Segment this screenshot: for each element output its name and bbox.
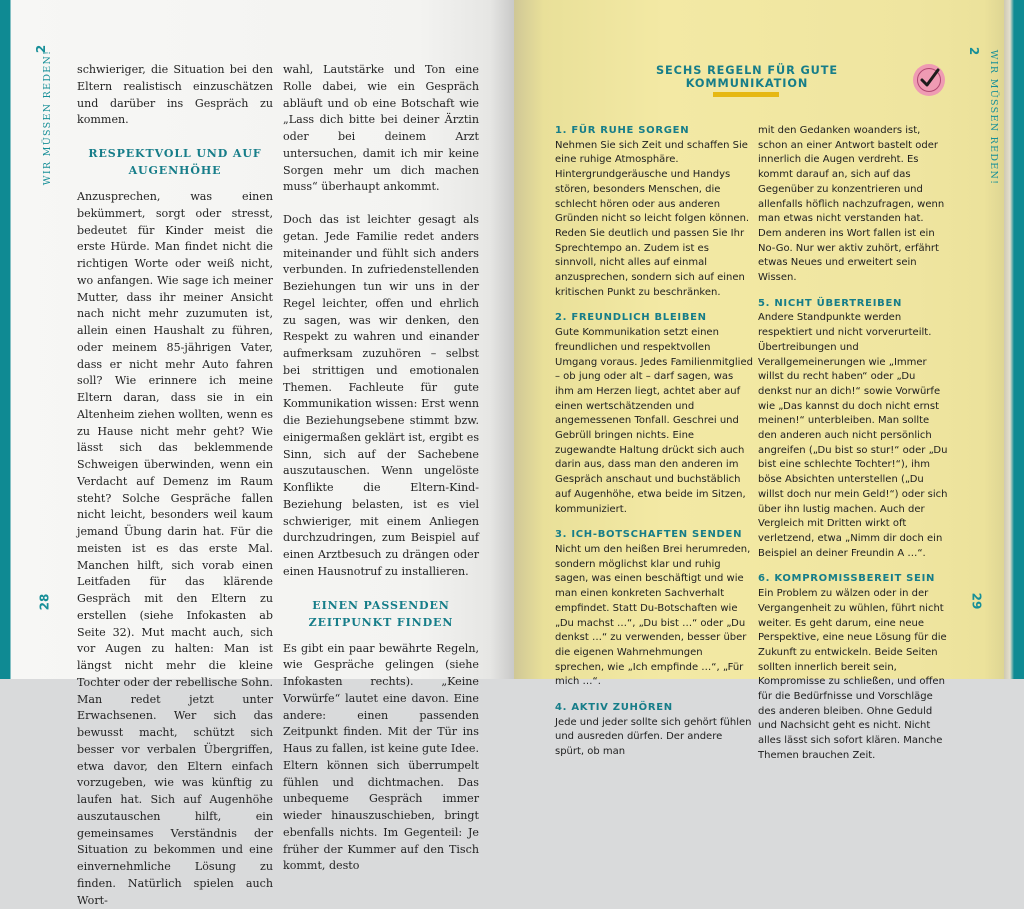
rule-item [555,528,753,690]
left-column-1 [77,62,273,909]
rule-heading: 6. KOMPROMISSBEREIT SEIN [758,573,936,585]
left-column-2 [283,62,479,875]
checkmark-badge-icon [913,64,945,96]
title-underline [713,92,779,97]
paragraph: Doch das ist leichter gesagt als getan. Jede Familie redet anders miteinander und fühlt sich anders verbunden. In zufriedenstellenden Beziehungen tun wir uns in der Regel leichter, offen und ehrlich zu sagen, was wir denken, den Respekt zu wahren und einander aufmerksam zuzuhören – selbst bei strittigen und emotionalen Themen. Fachleute für gute Kommunikation wissen: Erst wenn die Beziehungsebene stimmt bzw. einigermaßen geklärt ist, ergibt es Sinn, sich auf der Sachebene auszutauschen. Wenn ungelöste Konflikte die Eltern-Kind-Beziehung belasten, ist es viel schwieriger, mit einem Anliegen durchzudringen, zum Beispiel auf einen Arztbesuch zu drängen oder einen Hausnotruf zu installieren. [283,213,480,578]
rule-body: Andere Standpunkte werden respektiert und nicht vorverurteilt. Übertreibungen und Verallgemeinerungen wie „Immer willst du recht haben“ oder „Du denkst nur an dich!“ sowie Vorwürfe wie „Das kannst du doch nicht ernst meinen!“ unterbleiben. Man sollte den anderen auch nicht persönlich angreifen („Du bist so stur!“ oder „Du bist eine schlechte Tochter!“), ihm böse Absichten unterstellen („Du willst doch nur mein Geld!“) oder sich über ihn lustig machen. Auch der Vergleich mit Dritten wirkt oft verletzend, etwa „Nimm dir doch ein Beispiel an deiner Freundin A …“. [758,312,948,559]
rule-body: Nehmen Sie sich Zeit und schaffen Sie eine ruhige Atmosphäre. Hintergrundgeräusche und Handys stören, besonders Menschen, die schlecht hören oder aus anderen Gründen nicht so leicht folgen können. Reden Sie deutlich und passen Sie Ihr Sprechtempo an. Zudem ist es sinnvoll, nicht alles auf einmal anzusprechen, sondern sich auf einen kritischen Punkt zu beschränken. [555,139,750,298]
rule-item [555,311,753,517]
paragraph: wahl, Lautstärke und Ton eine Rolle dabei, wie ein Gespräch abläuft und ob eine Botschaft wie „Lass dich bitte bei deiner Ärztin oder bei deinem Arzt untersuchen, damit ich mir keine Sorgen mehr um dich machen muss“ überhaupt ankommt. [283,63,479,194]
rule-item [555,701,753,760]
rule-heading: 2. FREUNDLICH BLEIBEN [555,312,707,324]
running-head: WIR MÜSSEN REDEN! [988,49,1000,186]
rule-heading: 4. AKTIV ZUHÖREN [555,702,673,714]
rule-body: Gute Kommunikation setzt einen freundlichen und respektvollen Umgang voraus. Jedes Familienmitglied – ob jung oder alt – darf sagen, was ihm am Herzen liegt, achtet aber auf einen wertschätzenden und angemessenen Tonfall. Geschrei und Gebrüll bringen nichts. Eine zugewandte Haltung drückt sich auch darin aus, dass man den anderen im Gespräch anschaut und buchstäblich auf Augenhöhe, etwa beide im Sitzen, kommuniziert. [555,327,753,515]
page-edge [1004,0,1024,679]
rule-item [758,297,948,562]
rule-body: mit den Gedanken woanders ist, schon an einer Antwort bastelt oder innerlich die Augen verdreht. Es kommt darauf an, sich auf das Gegenüber zu konzentrieren und allenfalls höflich nachzufragen, wenn man etwas nicht verstanden hat. Dem anderen ins Wort fallen ist ein No-Go. Nur wer aktiv zuhört, erfährt etwas Neues und erweitert sein Wissen. [758,125,945,284]
chapter-number: 2 [967,46,982,56]
rules-column-2 [758,124,948,775]
section-heading: RESPEKTVOLL UND AUF AUGENHÖHE [88,147,262,177]
left-margin-strip [14,0,54,679]
section-heading: EINEN PASSENDEN ZEITPUNKT FINDEN [308,598,454,629]
rule-body: Jede und jeder sollte sich gehört fühlen und ausreden dürfen. Der andere spürt, ob man [555,716,752,758]
rule-heading: 5. NICHT ÜBERTREIBEN [758,297,903,309]
rules-column-1 [555,124,753,771]
rule-heading: 1. FÜR RUHE SORGEN [555,125,690,136]
rule-item [555,124,753,300]
paragraph: schwieriger, die Situation bei den Eltern realistisch einzuschätzen und darüber ins Gespräch zu kommen. [77,63,273,127]
running-head: WIR MÜSSEN REDEN! [42,49,54,186]
rule-body: Nicht um den heißen Brei herumreden, sondern möglichst klar und ruhig sagen, was einen beschäftigt und wie man einen konkreten Sachverhalt empfindet. Statt Du-Botschaften wie „Du machst …“, „Du bist …“ oder „Du denkst …“ zu verwenden, besser über die eigenen Wahrnehmungen sprechen, wie „Ich empfinde …“, „Für mich …“. [555,543,751,688]
chapter-number: 2 [34,44,49,54]
page-number: 29 [969,592,984,610]
page-number: 28 [37,593,52,611]
rule-body: Ein Problem zu wälzen oder in der Vergangenheit zu wühlen, führt nicht weiter. Es geht darum, eine neue Perspektive, eine neue Lösung für die Zukunft zu entwickeln. Beide Seiten sollten innerlich bereit sein, Kompromisse zu schließen, und offen für die Bedürfnisse und Vorschläge des anderen bleiben. Ohne Geduld und Nachsicht geht es nicht. Nicht alles lässt sich sofort klären. Manche Themen brauchen Zeit. [758,588,947,761]
paragraph: Anzusprechen, was einen bekümmert, sorgt oder stresst, bedeutet für Kinder meist die erste Hürde. Man findet nicht die richtigen Worte oder weiß nicht, wo anfangen. Wie sage ich meiner Mutter, dass ihr meiner Ansicht nach nicht mehr zuzumuten ist, allein einen Haushalt zu führen, oder meinem 85-jährigen Vater, dass er nicht mehr Auto fahren soll? Wie erinnere ich meine Eltern daran, dass sie in ein Altenheim ziehen wollten, wenn es zu Hause nicht mehr geht? Wie lässt sich das beklemmende Schweigen überwinden, wenn ein Verdacht auf Demenz im Raum steht? Solche Gespräche fallen nicht leicht, besonders weil kaum jemand Übung darin hat. Für die meisten ist es das erste Mal. Manchen hilft, sich vorab einen Leitfaden für das klärende Gespräch mit den Eltern zu erstellen (siehe Infokasten ab Seite 32). Mut macht auch, sich vor Augen zu halten: Man ist längst nicht mehr die kleine Tochter oder der rebellische Sohn. Man redet jetzt unter Erwachsenen. Wer sich das bewusst macht, schützt sich besser vor verbalen Übergriffen, etwa davor, den Eltern einfach vorzugeben, wie was künftig zu laufen hat. Sich auf Augenhöhe auszutauschen hilft, ein gemeinsames Verständnis der Situation zu bekommen und eine einvernehmliche Lösung zu finden. Natürlich spielen auch Wort- [77,190,273,907]
rule-item [758,572,948,763]
paragraph: Es gibt ein paar bewährte Regeln, wie Gespräche gelingen (siehe Infokasten rechts). „Keine Vorwürfe“ lautet eine davon. Eine andere: einen passenden Zeitpunkt finden. Mit der Tür ins Haus zu fallen, ist keine gute Idee. Eltern können sich überrumpelt fühlen und dichtmachen. Das unbequeme Gespräch immer wieder hinauszuschieben, bringt ebenfalls nichts. Im Gegenteil: Je früher der Kummer auf den Tisch kommt, desto [283,641,479,873]
infobox-title: SECHS REGELN FÜR GUTE KOMMUNIKATION [656,64,838,90]
rule-heading: 3. ICH-BOTSCHAFTEN SENDEN [555,529,743,541]
right-margin-strip [960,0,1000,679]
